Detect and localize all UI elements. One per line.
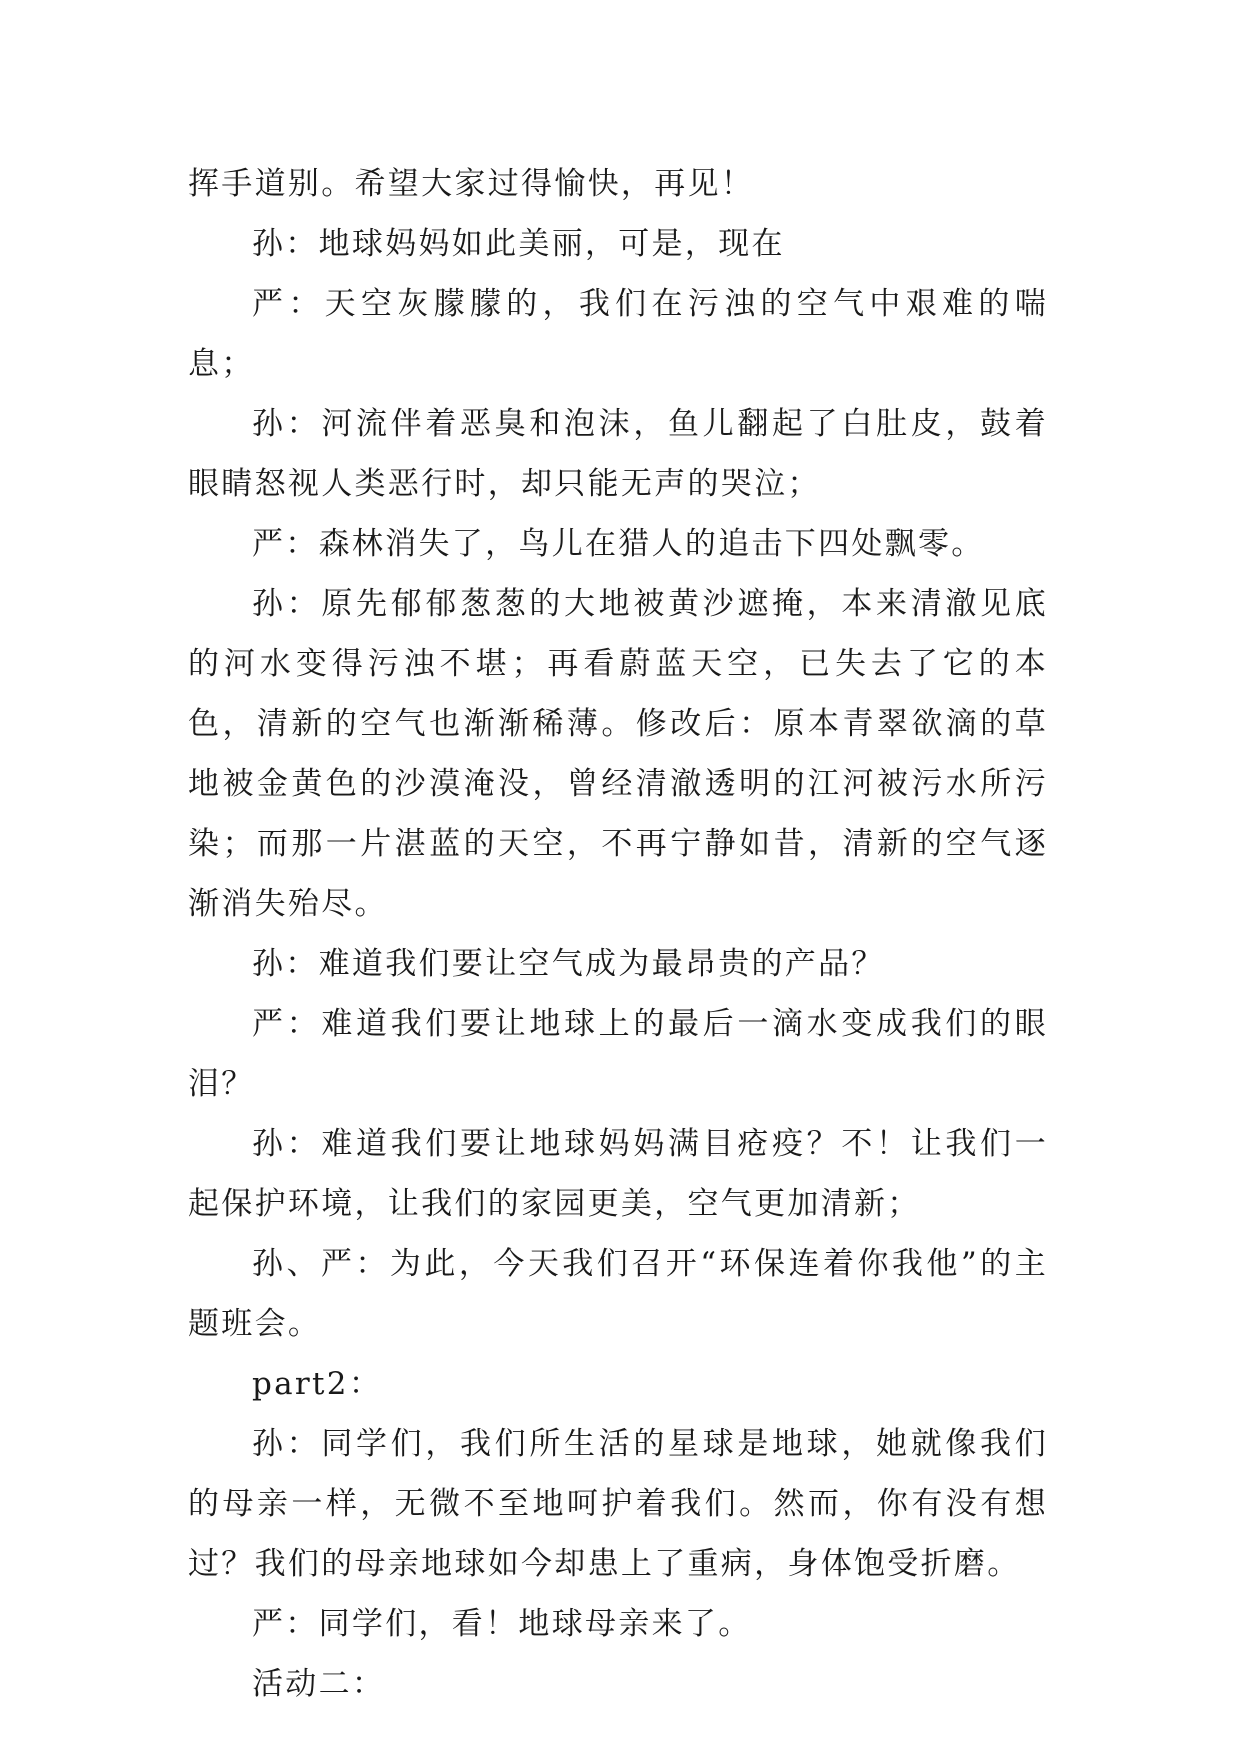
paragraph-sun-air-product: 孙：难道我们要让空气成为最昂贵的产品？ (252, 946, 885, 982)
paragraph-yan-last-drop: 严：难道我们要让地球上的最后一滴水变成我们的眼泪？ (188, 1006, 1048, 1102)
paragraph-yan-forest: 严：森林消失了，鸟儿在猎人的追击下四处飘零。 (252, 526, 985, 562)
paragraph-sun-land: 孙：原先郁郁葱葱的大地被黄沙遮掩，本来清澈见底的河水变得污浊不堪；再看蔚蓝天空，已失去了它的本色，清新的空气也渐渐稀薄。修改后：原本青翠欲滴的草地被金黄色的沙漠淹没，曾经清澈透明的江河被污水所污染；而那一片湛蓝的天空，不再宁静如昔，清新的空气逐渐消失殆尽。 (188, 586, 1048, 922)
section-heading-part2: part2： (252, 1366, 383, 1402)
paragraph-sun-earth-beautiful: 孙：地球妈妈如此美丽，可是，现在 (252, 226, 785, 262)
paragraph-sun-planet: 孙：同学们，我们所生活的星球是地球，她就像我们的母亲一样，无微不至地呵护着我们。然而，你有没有想过？我们的母亲地球如今却患上了重病，身体饱受折磨。 (188, 1426, 1048, 1582)
paragraph-theme-meeting: 孙、严：为此，今天我们召开“环保连着你我他”的主题班会。 (188, 1246, 1048, 1342)
document-body (188, 154, 1048, 1714)
paragraph-sun-river: 孙：河流伴着恶臭和泡沫，鱼儿翻起了白肚皮，鼓着眼睛怒视人类恶行时，却只能无声的哭泣； (188, 406, 1048, 502)
section-heading-activity-two: 活动二： (252, 1666, 386, 1702)
paragraph-yan-mother-earth: 严：同学们，看！地球母亲来了。 (252, 1606, 752, 1642)
paragraph-yan-sky: 严：天空灰朦朦的，我们在污浊的空气中艰难的喘息； (188, 286, 1048, 382)
paragraph-sun-protect: 孙：难道我们要让地球妈妈满目疮疫？不！让我们一起保护环境，让我们的家园更美，空气更加清新； (188, 1126, 1048, 1222)
paragraph-farewell: 挥手道别。希望大家过得愉快，再见！ (188, 166, 755, 202)
